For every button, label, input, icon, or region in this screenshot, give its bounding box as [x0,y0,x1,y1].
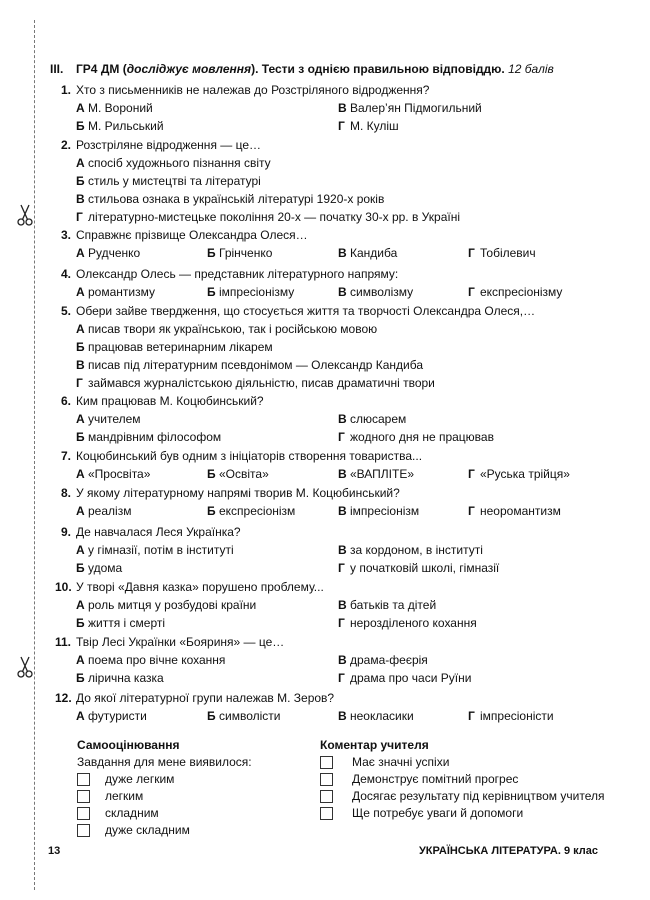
option-letter: А [76,653,85,667]
answer-option [76,118,164,135]
option-letter: В [338,504,347,518]
option-text: «Просвіта» [88,467,151,481]
option-letter: А [76,322,85,336]
section-number: III. [50,62,64,76]
option-text: імпресіонізму [219,285,295,299]
answer-option [338,597,436,614]
option-text: експресіонізму [480,285,563,299]
checkbox[interactable] [320,807,333,820]
answer-option [76,191,384,208]
self-option-label: легким [105,789,144,803]
question-number: 2. [60,138,71,152]
section-title: ). Тести з однією правильною відповіддю. [251,62,505,76]
scissors-icon [16,655,34,679]
option-letter: Г [468,246,475,260]
section-group: ГР4 ДМ ( [76,62,127,76]
answer-option [76,670,164,687]
question-number: 7. [60,449,71,463]
option-letter: Б [76,119,85,133]
answer-option [76,615,165,632]
answer-option [76,411,141,428]
option-text: символізму [350,285,414,299]
self-option-label: складним [105,806,159,820]
question-text: Твір Лесі Українки «Бояриня» — це… [76,635,285,649]
teacher-option[interactable] [320,788,610,805]
option-text: драма про часи Руїни [350,671,472,685]
section-header [50,62,554,76]
answer-option [76,209,460,226]
answer-option [338,429,494,446]
answer-option [76,560,122,577]
option-letter: А [76,709,85,723]
option-letter: Г [338,561,345,575]
option-text: у гімназії, потім в інституті [88,543,234,557]
answer-option [76,339,273,356]
option-text: учителем [88,412,141,426]
answer-option [207,284,294,301]
option-text: слюсарем [350,412,407,426]
option-text: удома [88,561,123,575]
checkbox[interactable] [320,790,333,803]
option-text: життя і смерті [88,616,166,630]
answer-option [468,466,570,483]
option-letter: Б [207,285,216,299]
answer-option [76,597,256,614]
answer-option [338,466,414,483]
option-letter: Б [207,504,216,518]
answer-option [76,173,261,190]
option-letter: В [76,192,85,206]
option-letter: В [338,709,347,723]
option-letter: А [76,543,85,557]
answer-option [338,670,471,687]
option-text: стиль у мистецтві та літературі [88,174,261,188]
question-header [55,266,615,283]
self-assessment [77,736,307,839]
self-option[interactable] [77,805,307,822]
option-text: романтизму [88,285,155,299]
question-text: У творі «Давня казка» порушено проблему... [76,580,324,594]
option-letter: Г [468,285,475,299]
answer-option [468,708,554,725]
question-text: До якої літературної групи належав М. Зеров? [76,691,335,705]
teacher-comment [320,736,610,822]
question-header [55,579,615,596]
option-letter: В [338,285,347,299]
answer-option [338,615,477,632]
option-text: у початковій школі, гімназії [350,561,500,575]
option-text: поема про вічне кохання [88,653,226,667]
question-10 [55,579,615,630]
question-text: Де навчалася Леся Українка? [76,525,241,539]
question-1 [55,82,615,133]
question-number: 12. [55,691,72,705]
answer-option [338,411,406,428]
option-letter: В [338,467,347,481]
question-text: Ким працював М. Коцюбинський? [76,394,264,408]
option-text: спосіб художнього пізнання світу [88,156,271,170]
option-letter: Б [76,340,85,354]
answer-option [338,245,397,262]
answer-option [207,466,269,483]
section-group-italic: досліджує мовлення [126,62,252,76]
option-text: батьків та дітей [350,598,437,612]
option-text: реалізм [88,504,132,518]
option-text: імпресіонізм [350,504,420,518]
answer-option [338,503,419,520]
option-text: Рудченко [88,246,141,260]
option-letter: А [76,246,85,260]
answer-option [76,321,377,338]
answer-option [76,708,147,725]
option-text: працював ветеринарним лікарем [88,340,273,354]
answer-option [76,284,155,301]
question-header [55,137,615,154]
option-text: за кордоном, в інституті [350,543,483,557]
option-letter: Б [207,246,216,260]
option-letter: Г [338,119,345,133]
option-letter: А [76,598,85,612]
question-header [55,524,615,541]
question-header [55,82,615,99]
option-text: нерозділеного кохання [350,616,477,630]
question-11 [55,634,615,685]
answer-option [76,466,150,483]
option-text: імпресіоністи [480,709,554,723]
checkbox[interactable] [320,773,333,786]
option-text: писав під літературним псевдонімом — Олександр Кандиба [88,358,424,372]
question-text: Хто з письменників не належав до Розстріляного відродження? [76,83,430,97]
answer-option [338,100,482,117]
option-text: мандрівним філософом [88,430,222,444]
answer-option [76,503,131,520]
option-letter: Б [76,430,85,444]
question-6 [55,393,615,444]
option-text: символісти [219,709,281,723]
option-text: займався журналістською діяльністю, писав драматичні твори [88,376,435,390]
answer-option [76,375,435,392]
answer-option [207,503,295,520]
option-text: жодного дня не працював [350,430,494,444]
scissors-icon [16,203,34,227]
answer-option [76,155,271,172]
option-text: драма-феєрія [350,653,428,667]
teacher-option[interactable] [320,754,610,771]
teacher-option-label: Досягає результату під керівництвом учителя [352,789,605,803]
question-text: Розстріляне відродження — це… [76,138,262,152]
option-text: стильова ознака в українській літературі 1920-х років [88,192,385,206]
question-header [55,634,615,651]
answer-option [76,542,234,559]
question-header [55,485,615,502]
answer-option [207,245,272,262]
option-letter: В [76,358,85,372]
answer-option [207,708,280,725]
option-letter: Г [468,467,475,481]
question-number: 1. [60,83,71,97]
question-number: 11. [55,635,72,649]
answer-option [76,100,153,117]
option-text: неоромантизм [480,504,561,518]
option-letter: Б [207,467,216,481]
question-7 [55,448,615,481]
teacher-option-label: Ще потребує уваги й допомоги [352,806,524,820]
question-number: 6. [60,394,71,408]
option-letter: В [338,246,347,260]
option-letter: Г [338,671,345,685]
running-footer: УКРАЇНСЬКА ЛІТЕРАТУРА. 9 клас [418,845,598,857]
question-text: Коцюбинський був одним з ініціаторів створення товариства... [76,449,423,463]
self-option-label: дуже складним [105,823,190,837]
option-text: М. Вороний [88,101,153,115]
answer-option [468,284,562,301]
answer-option [338,652,428,669]
self-assessment-subtitle: Завдання для мене виявилося: [77,755,252,769]
option-letter: В [338,653,347,667]
answer-option [76,652,225,669]
option-text: Валер’ян Підмогильний [350,101,482,115]
option-text: писав твори як українською, так і російською мовою [88,322,378,336]
option-letter: А [76,504,85,518]
self-assessment-title: Самооцінювання [77,738,180,752]
question-5 [55,303,615,390]
question-number: 4. [60,267,71,281]
teacher-option[interactable] [320,805,610,822]
question-number: 9. [60,525,71,539]
answer-option [338,542,483,559]
option-letter: А [76,285,85,299]
self-option[interactable] [77,822,307,839]
option-letter: А [76,101,85,115]
question-2 [55,137,615,224]
option-letter: А [76,467,85,481]
option-letter: Г [468,709,475,723]
self-option[interactable] [77,771,307,788]
option-letter: В [338,412,347,426]
self-option-label: дуже легким [105,772,175,786]
question-8 [55,485,615,518]
teacher-option[interactable] [320,771,610,788]
question-header [55,690,615,707]
checkbox[interactable] [77,773,90,786]
answer-option [338,118,399,135]
page-number: 13 [48,845,61,857]
option-letter: В [338,101,347,115]
option-text: «ВАПЛІТЕ» [350,467,414,481]
option-text: експресіонізм [219,504,296,518]
cut-line [34,20,35,890]
question-number: 10. [55,580,72,594]
question-4 [55,266,615,299]
option-text: М. Рильський [88,119,164,133]
question-header [55,303,615,320]
question-text: У якому літературному напрямі творив М. Коцюбинський? [76,486,400,500]
answer-option [76,245,140,262]
teacher-option-label: Демонструє помітний прогрес [352,772,519,786]
question-number: 8. [60,486,71,500]
option-text: Грінченко [219,246,273,260]
option-letter: Г [468,504,475,518]
option-text: роль митця у розбудові країни [88,598,257,612]
answer-option [76,429,221,446]
option-text: Тобілевич [480,246,536,260]
checkbox[interactable] [77,824,90,837]
question-text: Справжнє прізвище Олександра Олеся… [76,228,308,242]
option-text: М. Куліш [350,119,399,133]
answer-option [338,560,499,577]
option-letter: Б [76,671,85,685]
option-letter: А [76,412,85,426]
question-number: 5. [60,304,71,318]
option-text: неокласики [350,709,414,723]
answer-option [468,503,561,520]
option-letter: В [338,598,347,612]
option-letter: Г [338,430,345,444]
option-letter: Г [76,210,83,224]
option-text: футуристи [88,709,147,723]
checkbox[interactable] [77,790,90,803]
option-text: «Руська трійця» [480,467,570,481]
option-letter: Г [76,376,83,390]
option-letter: А [76,156,85,170]
teacher-comment-title: Коментар учителя [320,738,429,752]
self-option[interactable] [77,788,307,805]
question-header [55,393,615,410]
question-header [55,448,615,465]
option-letter: В [338,543,347,557]
answer-option [338,708,414,725]
section-points: 12 балів [508,62,554,76]
option-letter: Б [76,561,85,575]
answer-option [338,284,413,301]
question-text: Обери зайве твердження, що стосується життя та творчості Олександра Олеся,… [76,304,536,318]
answer-option [76,357,423,374]
option-text: лірична казка [88,671,164,685]
question-header [55,227,615,244]
option-text: Кандиба [350,246,398,260]
option-text: літературно-мистецьке покоління 20-х — початку 30-х рр. в Україні [88,210,460,224]
checkbox[interactable] [320,756,333,769]
option-text: «Освіта» [219,467,269,481]
checkbox[interactable] [77,807,90,820]
question-9 [55,524,615,575]
answer-option [468,245,536,262]
option-letter: Б [76,174,85,188]
option-letter: Б [76,616,85,630]
option-letter: Г [338,616,345,630]
question-3 [55,227,615,260]
question-12 [55,690,615,723]
question-text: Олександр Олесь — представник літературного напряму: [76,267,399,281]
question-number: 3. [60,228,71,242]
option-letter: Б [207,709,216,723]
teacher-option-label: Має значні успіхи [352,755,450,769]
